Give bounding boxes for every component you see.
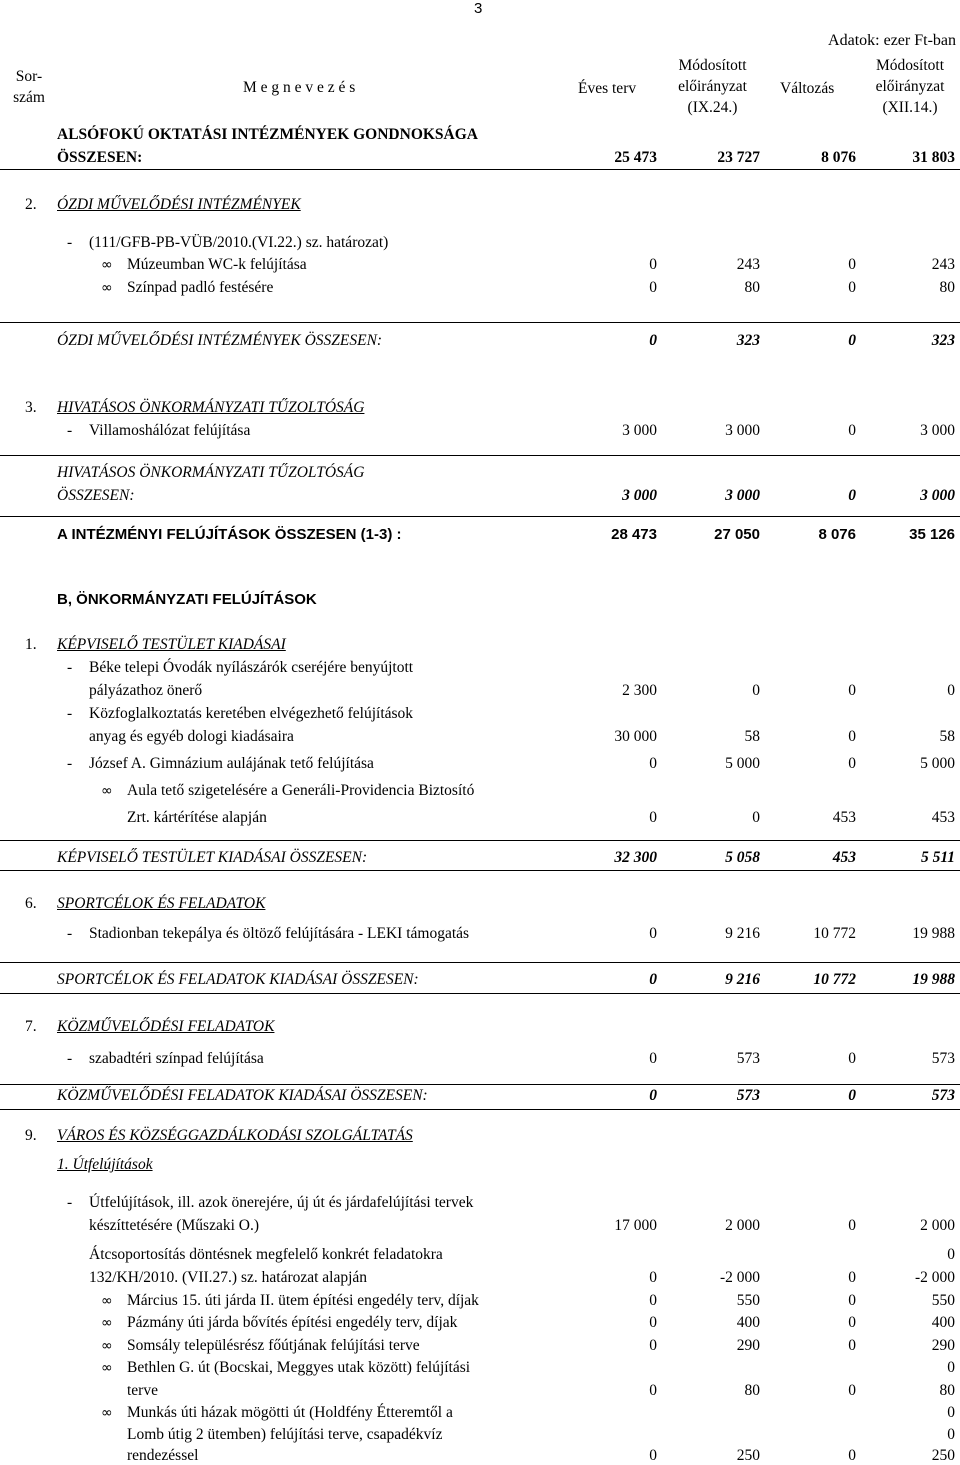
value-mod-ix: 573 — [736, 1050, 760, 1067]
header-sorszam-line1: Sor- — [15, 68, 43, 85]
value-valtozas: 0 — [848, 1314, 856, 1331]
section-title: VÁROS ÉS KÖZSÉGGAZDÁLKODÁSI SZOLGÁLTATÁS — [57, 1127, 413, 1144]
value-mod-xii: 250 — [931, 1447, 955, 1464]
row-label: Múzeumban WC-k felújítása — [127, 256, 307, 273]
value-valtozas: 453 — [832, 849, 856, 866]
row-label: pályázathoz önerő — [89, 682, 203, 699]
row-label: Villamoshálózat felújítása — [89, 422, 251, 439]
value-valtozas: 0 — [848, 422, 856, 439]
value-mod-ix: 323 — [736, 332, 760, 349]
header-valtozas: Változás — [780, 80, 835, 97]
row-label: készíttetésére (Műszaki O.) — [89, 1217, 260, 1234]
value-mod-ix: 290 — [736, 1337, 760, 1354]
row-label: Útfelújítások, ill. azok önerejére, új út és járdafelújítási tervek — [89, 1194, 474, 1211]
value-mod-xii: 550 — [931, 1292, 955, 1309]
divider — [0, 1109, 960, 1110]
header-mod-xii — [860, 55, 960, 118]
value-valtozas: 0 — [848, 332, 856, 349]
value-valtozas: 0 — [848, 279, 856, 296]
value-mod-ix: 573 — [736, 1087, 760, 1104]
section-number: 3. — [25, 399, 37, 416]
value-valtozas: 0 — [848, 1382, 856, 1399]
header-mod-ix-line2: előirányzat — [678, 78, 747, 95]
value-mod-xii: 58 — [939, 728, 955, 745]
value-valtozas: 0 — [848, 1447, 856, 1464]
value-mod-xii: 0 — [947, 682, 955, 699]
value-mod-ix: 250 — [736, 1447, 760, 1464]
value-eves: 0 — [649, 1337, 657, 1354]
row-label: terve — [127, 1382, 158, 1399]
value-mod-xii: 0 — [947, 1246, 955, 1263]
section-title: ÓZDI MŰVELŐDÉSI INTÉZMÉNYEK — [57, 196, 301, 213]
value-eves: 30 000 — [614, 728, 657, 745]
row-label: Bethlen G. út (Bocskai, Meggyes utak között) felújítási — [127, 1359, 471, 1376]
row-label: Március 15. úti járda II. ütem építési engedély terv, díjak — [127, 1292, 479, 1309]
value-eves: 28 473 — [611, 526, 657, 543]
dash: - — [67, 422, 73, 439]
value-eves: 0 — [649, 1292, 657, 1309]
infinity-bullet-icon: ∞ — [101, 280, 113, 296]
value-mod-ix: 2 000 — [725, 1217, 760, 1234]
row-label: 132/KH/2010. (VII.27.) sz. határozat alapján — [89, 1269, 368, 1286]
value-eves: 0 — [649, 925, 657, 942]
value-mod-xii: 19 988 — [912, 971, 955, 988]
value-valtozas: 10 772 — [813, 971, 856, 988]
value-mod-ix: -2 000 — [719, 1269, 760, 1286]
value-valtozas: 0 — [848, 1087, 856, 1104]
value-valtozas: 10 772 — [813, 925, 856, 942]
value-mod-ix: 80 — [744, 1382, 760, 1399]
dash: - — [67, 1194, 73, 1211]
divider — [0, 516, 960, 517]
value-eves: 32 300 — [614, 849, 657, 866]
page-number: 3 — [474, 0, 483, 17]
dash: - — [67, 659, 73, 676]
section-number: 1. — [25, 636, 37, 653]
row-label: SPORTCÉLOK ÉS FELADATOK KIADÁSAI ÖSSZESEN: — [57, 971, 419, 988]
value-valtozas: 8 076 — [821, 149, 856, 166]
value-eves: 17 000 — [614, 1217, 657, 1234]
row-label: Átcsoportosítás döntésnek megfelelő konkrét feladatokra — [89, 1246, 443, 1263]
value-mod-xii: 290 — [931, 1337, 955, 1354]
row-label: rendezéssel — [127, 1447, 199, 1464]
value-mod-ix: 3 000 — [725, 487, 760, 504]
section-title: SPORTCÉLOK ÉS FELADATOK — [57, 895, 266, 912]
value-eves: 2 300 — [622, 682, 657, 699]
value-valtozas: 0 — [848, 256, 856, 273]
row-label: ÖSSZESEN: — [57, 487, 135, 504]
section-number: 2. — [25, 196, 37, 213]
dash: - — [67, 755, 73, 772]
row-label: Munkás úti házak mögötti út (Holdfény Étteremtől a — [127, 1404, 453, 1421]
value-valtozas: 0 — [848, 1217, 856, 1234]
value-mod-xii: 80 — [939, 1382, 955, 1399]
row-label: anyag és egyéb dologi kiadásaira — [89, 728, 294, 745]
value-valtozas: 0 — [848, 728, 856, 745]
value-mod-xii: 243 — [931, 256, 955, 273]
value-eves: 0 — [649, 256, 657, 273]
divider — [0, 455, 960, 456]
value-mod-xii: 31 803 — [912, 149, 955, 166]
infinity-bullet-icon: ∞ — [101, 1405, 113, 1421]
row-label: szabadtéri színpad felújítása — [89, 1050, 264, 1067]
row-label: Közfoglalkoztatás keretében elvégezhető felújítások — [89, 705, 414, 722]
value-valtozas: 0 — [848, 755, 856, 772]
row-label: Lomb útig 2 ütemben) felújítási terve, csapadékvíz — [127, 1426, 443, 1443]
section-number: 7. — [25, 1018, 37, 1035]
value-mod-xii: 3 000 — [920, 422, 955, 439]
dash: - — [67, 925, 73, 942]
infinity-bullet-icon: ∞ — [101, 783, 113, 799]
divider — [0, 1084, 960, 1085]
value-eves: 0 — [649, 1269, 657, 1286]
header-mod-ix — [660, 55, 765, 118]
row-label: Zrt. kártérítése alapján — [127, 809, 267, 826]
value-eves: 25 473 — [614, 149, 657, 166]
value-mod-xii: 323 — [931, 332, 955, 349]
value-eves: 0 — [649, 1050, 657, 1067]
value-eves: 0 — [649, 1447, 657, 1464]
value-eves: 0 — [649, 755, 657, 772]
value-valtozas: 0 — [848, 1292, 856, 1309]
value-mod-xii: 3 000 — [920, 487, 955, 504]
value-eves: 0 — [649, 971, 657, 988]
dash: - — [67, 234, 73, 251]
value-mod-xii: 0 — [947, 1404, 955, 1421]
value-eves: 0 — [649, 1382, 657, 1399]
value-mod-xii: 19 988 — [912, 925, 955, 942]
dash: - — [67, 1050, 73, 1067]
divider — [0, 840, 960, 841]
value-valtozas: 0 — [848, 1050, 856, 1067]
infinity-bullet-icon: ∞ — [101, 1338, 113, 1354]
row-label: KÖZMŰVELŐDÉSI FELADATOK KIADÁSAI ÖSSZESEN: — [57, 1087, 428, 1104]
value-mod-xii: 2 000 — [920, 1217, 955, 1234]
value-mod-xii: 0 — [947, 1359, 955, 1376]
value-eves: 0 — [649, 809, 657, 826]
value-eves: 0 — [649, 1087, 657, 1104]
section-number: 9. — [25, 1127, 37, 1144]
value-mod-ix: 5 000 — [725, 755, 760, 772]
part-heading: B, ÖNKORMÁNYZATI FELÚJÍTÁSOK — [57, 591, 317, 608]
value-mod-xii: 453 — [931, 809, 955, 826]
value-mod-xii: 573 — [931, 1087, 955, 1104]
row-label: HIVATÁSOS ÖNKORMÁNYZATI TŰZOLTÓSÁG — [57, 464, 365, 481]
infinity-bullet-icon: ∞ — [101, 1315, 113, 1331]
row-label: Stadionban tekepálya és öltöző felújítására - LEKI támogatás — [89, 925, 470, 942]
value-valtozas: 0 — [848, 1337, 856, 1354]
row-label: (111/GFB-PB-VÜB/2010.(VI.22.) sz. határozat) — [89, 234, 389, 251]
value-mod-ix: 400 — [736, 1314, 760, 1331]
value-mod-xii: 35 126 — [909, 526, 955, 543]
row-label: Béke telepi Óvodák nyílászárók cseréjére benyújtott — [89, 659, 414, 676]
value-eves: 0 — [649, 332, 657, 349]
header-eves-terv: Éves terv — [578, 80, 637, 97]
value-mod-ix: 5 058 — [725, 849, 760, 866]
subsection-title: 1. Útfelújítások — [57, 1156, 153, 1173]
value-mod-ix: 27 050 — [714, 526, 760, 543]
row-label: Színpad padló festésére — [127, 279, 274, 296]
header-sorszam — [8, 66, 50, 108]
header-mod-xii-line3: (XII.14.) — [882, 99, 938, 116]
value-mod-xii: 0 — [947, 1426, 955, 1443]
header-megnevezes: M e g n e v e z é s — [243, 79, 356, 96]
value-eves: 0 — [649, 279, 657, 296]
value-mod-xii: 5 511 — [920, 849, 955, 866]
divider — [0, 169, 960, 170]
header-mod-ix-line3: (IX.24.) — [687, 99, 738, 116]
value-mod-ix: 23 727 — [717, 149, 760, 166]
value-eves: 3 000 — [622, 487, 657, 504]
divider — [0, 322, 960, 323]
value-mod-ix: 0 — [752, 682, 760, 699]
value-mod-ix: 58 — [744, 728, 760, 745]
units-note: Adatok: ezer Ft-ban — [828, 32, 956, 49]
value-mod-xii: -2 000 — [914, 1269, 955, 1286]
value-valtozas: 0 — [848, 1269, 856, 1286]
row-label: Somsály településrész főútjának felújítási terve — [127, 1337, 420, 1354]
value-mod-xii: 80 — [939, 279, 955, 296]
value-mod-xii: 5 000 — [920, 755, 955, 772]
header-mod-ix-line1: Módosított — [678, 57, 747, 74]
value-valtozas: 0 — [848, 487, 856, 504]
row-label: József A. Gimnázium aulájának tető felújítása — [89, 755, 374, 772]
value-valtozas: 0 — [848, 682, 856, 699]
dash: - — [67, 705, 73, 722]
value-valtozas: 453 — [832, 809, 856, 826]
infinity-bullet-icon: ∞ — [101, 1360, 113, 1376]
row-label: Aula tető szigetelésére a Generáli-Providencia Biztosító — [127, 782, 475, 799]
row-label: ÖSSZESEN: — [57, 149, 143, 166]
value-mod-ix: 9 216 — [725, 925, 760, 942]
section-number: 6. — [25, 895, 37, 912]
value-mod-ix: 9 216 — [725, 971, 760, 988]
value-eves: 0 — [649, 1314, 657, 1331]
row-label: ÓZDI MŰVELŐDÉSI INTÉZMÉNYEK ÖSSZESEN: — [57, 332, 383, 349]
row-label: KÉPVISELŐ TESTÜLET KIADÁSAI ÖSSZESEN: — [57, 849, 368, 866]
value-mod-xii: 400 — [931, 1314, 955, 1331]
header-sorszam-line2: szám — [13, 89, 45, 106]
section-title: KÉPVISELŐ TESTÜLET KIADÁSAI — [57, 636, 286, 653]
section-title: HIVATÁSOS ÖNKORMÁNYZATI TŰZOLTÓSÁG — [57, 399, 365, 416]
divider — [0, 870, 960, 871]
value-mod-ix: 0 — [752, 809, 760, 826]
value-valtozas: 8 076 — [818, 526, 856, 543]
section-title: KÖZMŰVELŐDÉSI FELADATOK — [57, 1018, 275, 1035]
value-mod-ix: 80 — [744, 279, 760, 296]
header-mod-xii-line1: Módosított — [875, 57, 945, 74]
value-mod-ix: 3 000 — [725, 422, 760, 439]
row-label: Pázmány úti járda bővítés építési engedély terv, díjak — [127, 1314, 458, 1331]
value-mod-ix: 550 — [736, 1292, 760, 1309]
row-label: A INTÉZMÉNYI FELÚJÍTÁSOK ÖSSZESEN (1-3) : — [57, 526, 402, 543]
header-mod-xii-line2: előirányzat — [875, 78, 945, 95]
infinity-bullet-icon: ∞ — [101, 1293, 113, 1309]
value-eves: 3 000 — [622, 422, 657, 439]
infinity-bullet-icon: ∞ — [101, 257, 113, 273]
row-label: ALSÓFOKÚ OKTATÁSI INTÉZMÉNYEK GONDNOKSÁGA — [57, 126, 478, 143]
divider — [0, 962, 960, 963]
value-mod-xii: 573 — [931, 1050, 955, 1067]
value-mod-ix: 243 — [736, 256, 760, 273]
divider — [0, 993, 960, 994]
